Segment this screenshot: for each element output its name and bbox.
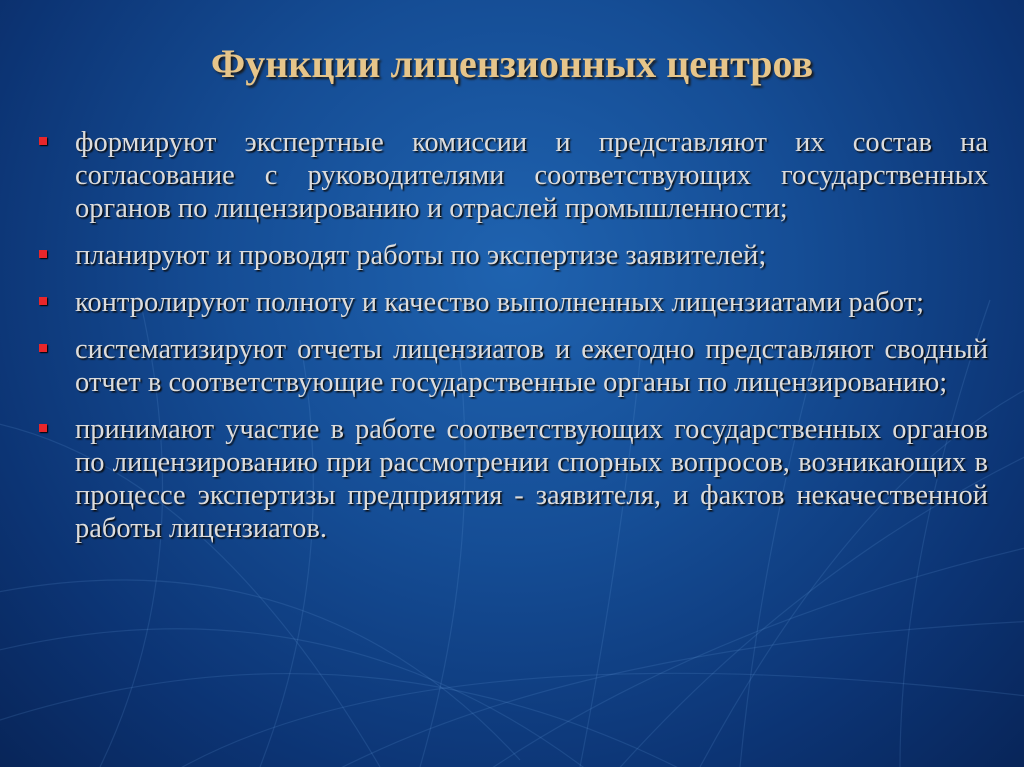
bullet-list [36, 126, 988, 559]
bullet-item [36, 333, 988, 399]
bullet-item [36, 126, 988, 225]
bullet-square-icon [39, 424, 47, 432]
bullet-text: систематизируют отчеты лицензиатов и ежегодно представляют сводный отчет в соответствующие государственные органы по лицензированию; [75, 334, 988, 398]
bullet-square-icon [39, 344, 47, 352]
bullet-square-icon [39, 297, 47, 305]
bullet-text: планируют и проводят работы по экспертизе заявителей; [75, 240, 767, 271]
bullet-square-icon [39, 250, 47, 258]
bullet-text: формируют экспертные комиссии и представляют их состав на согласование с руководителями соответствующих государственных органов по лицензированию и отраслей промышленности; [75, 127, 988, 224]
bullet-item [36, 286, 988, 319]
bullet-item [36, 413, 988, 545]
slide-title: Функции лицензионных центров [210, 41, 814, 86]
bullet-item [36, 239, 988, 272]
bullet-text: принимают участие в работе соответствующих государственных органов по лицензированию при рассмотрении спорных вопросов, возникающих в процессе экспертизы предприятия - заявителя, и фактов некачественной работы лицензиатов. [75, 414, 988, 544]
bullet-text: контролируют полноту и качество выполненных лицензиатами работ; [75, 287, 925, 318]
bullet-square-icon [39, 137, 47, 145]
